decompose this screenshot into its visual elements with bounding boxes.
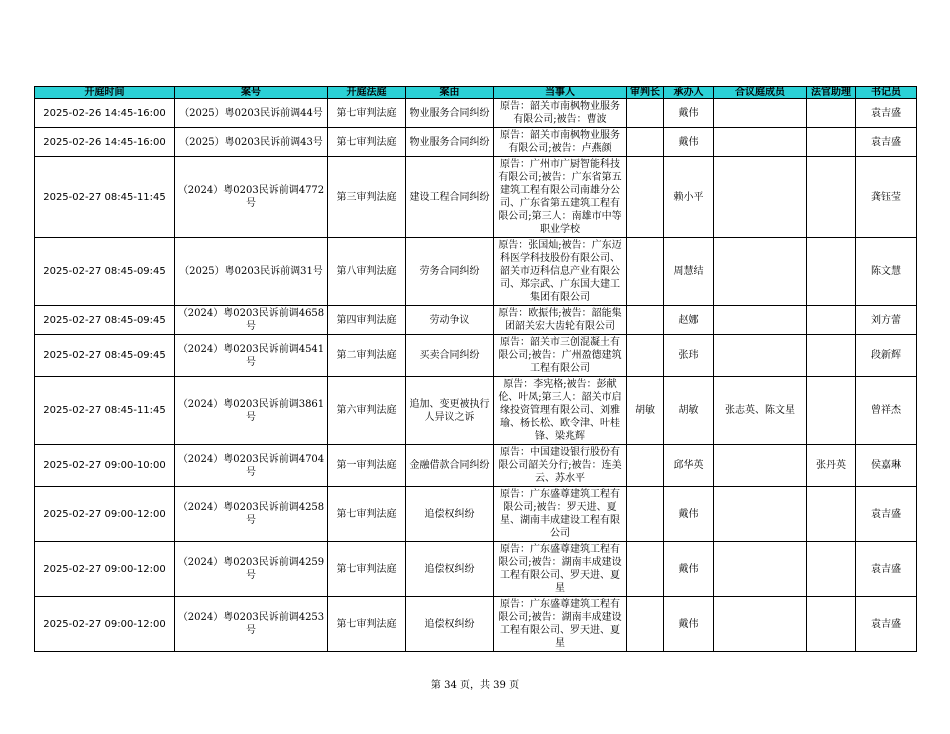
- chief-judge-cell: [627, 335, 664, 377]
- assistant-cell: [807, 377, 856, 445]
- handler-cell: 戴伟: [664, 99, 714, 128]
- court-cell: 第二审判法庭: [328, 335, 406, 377]
- case-number-cell: （2024）粤0203民诉前调4259号: [175, 542, 328, 597]
- time-cell: 2025-02-27 08:45-11:45: [35, 377, 175, 445]
- parties-cell: 原告：广东盛尊建筑工程有限公司;被告：湖南丰成建设工程有限公司、罗天进、夏星: [494, 542, 627, 597]
- assistant-cell: [807, 99, 856, 128]
- clerk-cell: 曾祥杰: [856, 377, 917, 445]
- court-cell: 第七审判法庭: [328, 487, 406, 542]
- panel-cell: [714, 597, 807, 652]
- cause-cell: 追偿权纠纷: [406, 542, 494, 597]
- table-row: [35, 597, 917, 652]
- case-number-cell: （2024）粤0203民诉前调4772号: [175, 157, 328, 238]
- clerk-cell: 侯嘉琳: [856, 445, 917, 487]
- header-chief-judge: 审判长: [627, 87, 664, 99]
- cause-cell: 追偿权纠纷: [406, 597, 494, 652]
- time-cell: 2025-02-27 08:45-11:45: [35, 157, 175, 238]
- cause-cell: 物业服务合同纠纷: [406, 128, 494, 157]
- handler-cell: 戴伟: [664, 128, 714, 157]
- panel-cell: [714, 128, 807, 157]
- handler-cell: 邱华英: [664, 445, 714, 487]
- parties-cell: 原告：李宪格;被告：彭献伦、叶凤;第三人：韶关市启缘投资管理有限公司、刘雅瑜、杨长松、欧令津、叶桂锋、梁兆辉: [494, 377, 627, 445]
- header-parties: 当事人: [494, 87, 627, 99]
- clerk-cell: 袁吉盛: [856, 128, 917, 157]
- handler-cell: 张玮: [664, 335, 714, 377]
- parties-cell: 原告：张国灿;被告：广东迈科医学科技股份有限公司、韶关市迈科信息产业有限公司、郑宗武、广东国大建工集团有限公司: [494, 238, 627, 306]
- assistant-cell: [807, 335, 856, 377]
- court-cell: 第八审判法庭: [328, 238, 406, 306]
- assistant-cell: [807, 238, 856, 306]
- handler-cell: 戴伟: [664, 487, 714, 542]
- case-number-cell: （2025）粤0203民诉前调44号: [175, 99, 328, 128]
- clerk-cell: 袁吉盛: [856, 99, 917, 128]
- time-cell: 2025-02-27 09:00-12:00: [35, 542, 175, 597]
- assistant-cell: [807, 597, 856, 652]
- chief-judge-cell: [627, 99, 664, 128]
- parties-cell: 原告：韶关市三创混凝土有限公司;被告：广州盈德建筑工程有限公司: [494, 335, 627, 377]
- parties-cell: 原告：广东盛尊建筑工程有限公司;被告：湖南丰成建设工程有限公司、罗天进、夏星: [494, 597, 627, 652]
- chief-judge-cell: [627, 157, 664, 238]
- header-court: 开庭法庭: [328, 87, 406, 99]
- assistant-cell: [807, 128, 856, 157]
- panel-cell: [714, 335, 807, 377]
- case-number-cell: （2024）粤0203民诉前调4704号: [175, 445, 328, 487]
- time-cell: 2025-02-27 09:00-12:00: [35, 597, 175, 652]
- court-cell: 第四审判法庭: [328, 306, 406, 335]
- panel-cell: [714, 306, 807, 335]
- case-number-cell: （2024）粤0203民诉前调4258号: [175, 487, 328, 542]
- time-cell: 2025-02-27 08:45-09:45: [35, 238, 175, 306]
- parties-cell: 原告：韶关市南枫物业服务有限公司;被告：曹波: [494, 99, 627, 128]
- table-row: [35, 99, 917, 128]
- table-row: [35, 377, 917, 445]
- cause-cell: 物业服务合同纠纷: [406, 99, 494, 128]
- clerk-cell: 段新辉: [856, 335, 917, 377]
- header-clerk: 书记员: [856, 87, 917, 99]
- chief-judge-cell: [627, 238, 664, 306]
- table-row: [35, 335, 917, 377]
- handler-cell: 赖小平: [664, 157, 714, 238]
- cause-cell: 建设工程合同纠纷: [406, 157, 494, 238]
- parties-cell: 原告：欧振伟;被告：韶能集团韶关宏大齿轮有限公司: [494, 306, 627, 335]
- assistant-cell: [807, 306, 856, 335]
- chief-judge-cell: [627, 306, 664, 335]
- court-cell: 第七审判法庭: [328, 597, 406, 652]
- chief-judge-cell: [627, 487, 664, 542]
- case-number-cell: （2024）粤0203民诉前调3861号: [175, 377, 328, 445]
- parties-cell: 原告：韶关市南枫物业服务有限公司;被告：卢燕颜: [494, 128, 627, 157]
- page-footer: 第 34 页，共 39 页: [430, 680, 520, 691]
- handler-cell: 戴伟: [664, 597, 714, 652]
- time-cell: 2025-02-27 08:45-09:45: [35, 335, 175, 377]
- cause-cell: 追加、变更被执行人异议之诉: [406, 377, 494, 445]
- time-cell: 2025-02-27 09:00-10:00: [35, 445, 175, 487]
- assistant-cell: 张丹英: [807, 445, 856, 487]
- panel-cell: [714, 445, 807, 487]
- header-case-no: 案号: [175, 87, 328, 99]
- time-cell: 2025-02-26 14:45-16:00: [35, 128, 175, 157]
- chief-judge-cell: 胡敏: [627, 377, 664, 445]
- case-number-cell: （2025）粤0203民诉前调43号: [175, 128, 328, 157]
- case-number-cell: （2025）粤0203民诉前调31号: [175, 238, 328, 306]
- court-cell: 第一审判法庭: [328, 445, 406, 487]
- panel-cell: [714, 157, 807, 238]
- time-cell: 2025-02-26 14:45-16:00: [35, 99, 175, 128]
- court-cell: 第三审判法庭: [328, 157, 406, 238]
- header-handler: 承办人: [664, 87, 714, 99]
- clerk-cell: 陈文慧: [856, 238, 917, 306]
- table-row: [35, 542, 917, 597]
- header-cause: 案由: [406, 87, 494, 99]
- panel-cell: [714, 238, 807, 306]
- handler-cell: 胡敏: [664, 377, 714, 445]
- case-number-cell: （2024）粤0203民诉前调4658号: [175, 306, 328, 335]
- court-cell: 第六审判法庭: [328, 377, 406, 445]
- chief-judge-cell: [627, 128, 664, 157]
- table-header-row: [35, 87, 917, 99]
- parties-cell: 原告：广东盛尊建筑工程有限公司;被告：罗天进、夏星、湖南丰成建设工程有限公司: [494, 487, 627, 542]
- table-row: [35, 445, 917, 487]
- parties-cell: 原告：广州市广厨智能科技有限公司;被告：广东省第五建筑工程有限公司南雄分公司、广东省第五建筑工程有限公司;第三人：南雄市中等职业学校: [494, 157, 627, 238]
- panel-cell: 张志英、陈文星: [714, 377, 807, 445]
- hearing-schedule-table: [34, 86, 917, 652]
- assistant-cell: [807, 157, 856, 238]
- clerk-cell: 袁吉盛: [856, 542, 917, 597]
- clerk-cell: 龚钰莹: [856, 157, 917, 238]
- header-time: 开庭时间: [35, 87, 175, 99]
- chief-judge-cell: [627, 542, 664, 597]
- cause-cell: 劳务合同纠纷: [406, 238, 494, 306]
- panel-cell: [714, 542, 807, 597]
- case-number-cell: （2024）粤0203民诉前调4253号: [175, 597, 328, 652]
- clerk-cell: 刘方蕾: [856, 306, 917, 335]
- parties-cell: 原告：中国建设银行股份有限公司韶关分行;被告：连美云、苏水平: [494, 445, 627, 487]
- cause-cell: 买卖合同纠纷: [406, 335, 494, 377]
- panel-cell: [714, 487, 807, 542]
- table-row: [35, 128, 917, 157]
- court-cell: 第七审判法庭: [328, 542, 406, 597]
- assistant-cell: [807, 487, 856, 542]
- clerk-cell: 袁吉盛: [856, 597, 917, 652]
- panel-cell: [714, 99, 807, 128]
- chief-judge-cell: [627, 445, 664, 487]
- clerk-cell: 袁吉盛: [856, 487, 917, 542]
- handler-cell: 赵娜: [664, 306, 714, 335]
- time-cell: 2025-02-27 09:00-12:00: [35, 487, 175, 542]
- table-row: [35, 238, 917, 306]
- cause-cell: 金融借款合同纠纷: [406, 445, 494, 487]
- court-cell: 第七审判法庭: [328, 128, 406, 157]
- header-assistant: 法官助理: [807, 87, 856, 99]
- time-cell: 2025-02-27 08:45-09:45: [35, 306, 175, 335]
- handler-cell: 周慧结: [664, 238, 714, 306]
- cause-cell: 追偿权纠纷: [406, 487, 494, 542]
- table-row: [35, 487, 917, 542]
- assistant-cell: [807, 542, 856, 597]
- table-row: [35, 306, 917, 335]
- court-cell: 第七审判法庭: [328, 99, 406, 128]
- handler-cell: 戴伟: [664, 542, 714, 597]
- cause-cell: 劳动争议: [406, 306, 494, 335]
- chief-judge-cell: [627, 597, 664, 652]
- header-panel: 合议庭成员: [714, 87, 807, 99]
- case-number-cell: （2024）粤0203民诉前调4541号: [175, 335, 328, 377]
- table-row: [35, 157, 917, 238]
